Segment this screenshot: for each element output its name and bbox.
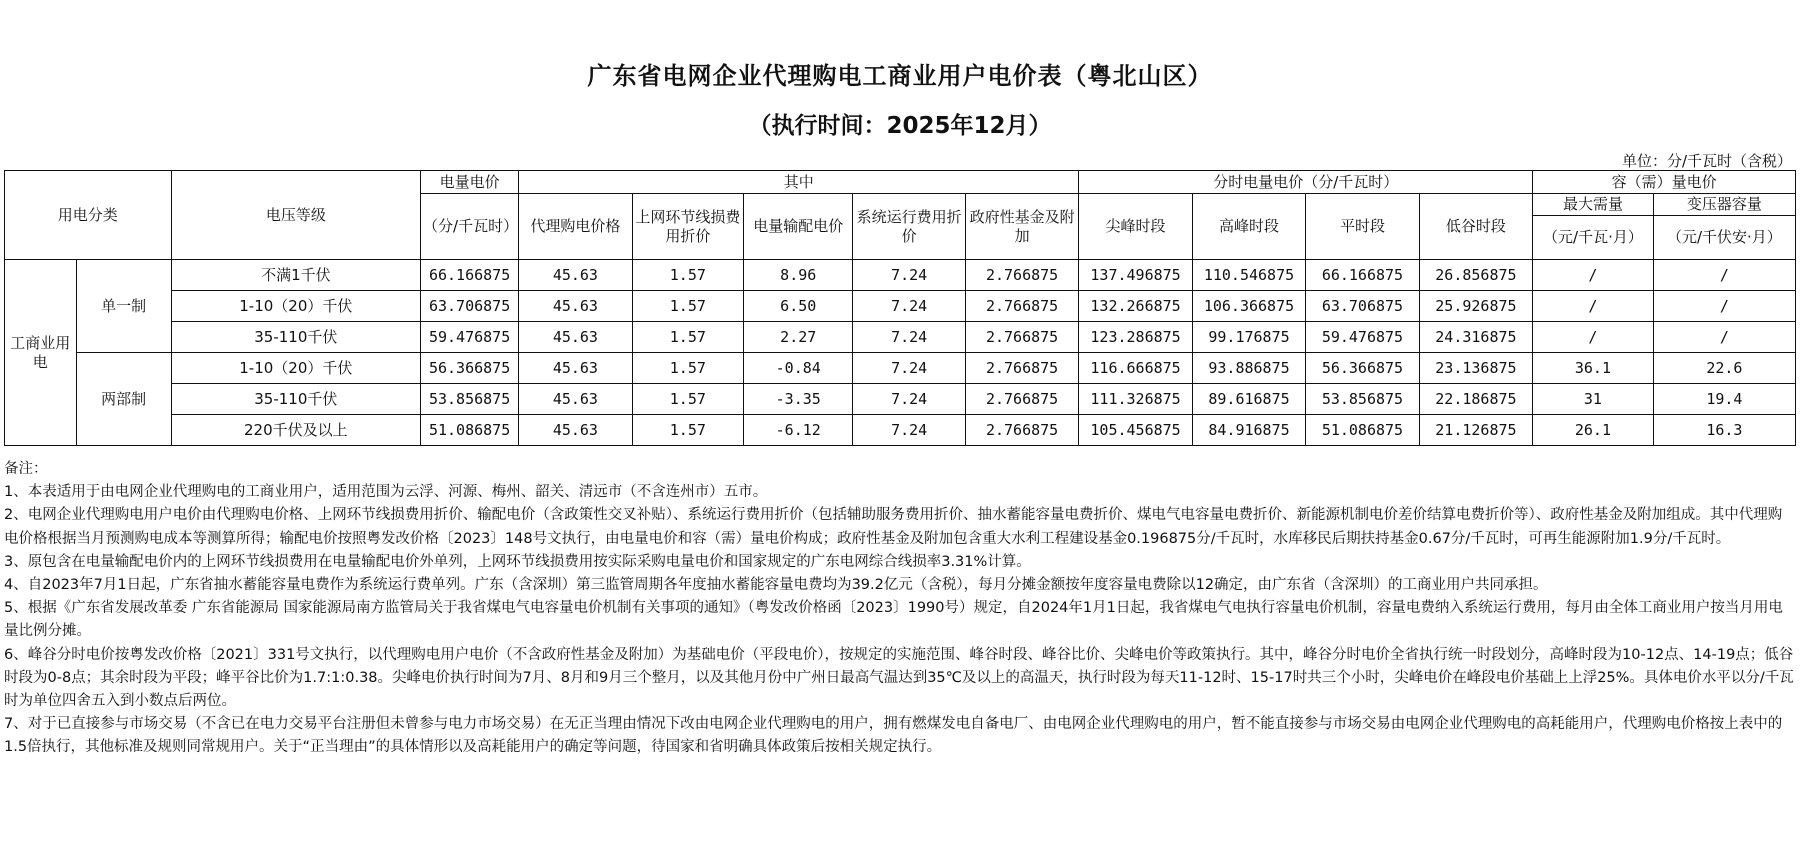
cell-proxy: 45.63 [519, 415, 632, 446]
group-two-part: 两部制 [76, 353, 171, 446]
header-valley: 低谷时段 [1419, 194, 1532, 260]
table-row [5, 415, 1796, 446]
cell-transformer: 19.4 [1653, 384, 1795, 415]
cell-loss: 1.57 [632, 260, 743, 291]
cell-fund: 2.766875 [965, 260, 1078, 291]
cell-transformer: / [1653, 260, 1795, 291]
cell-energy: 59.476875 [421, 322, 519, 353]
cell-peak: 93.886875 [1192, 353, 1305, 384]
header-voltage: 电压等级 [171, 171, 420, 260]
cell-trans: -0.84 [744, 353, 853, 384]
cell-peak: 106.366875 [1192, 291, 1305, 322]
cell-valley: 25.926875 [1419, 291, 1532, 322]
cell-loss: 1.57 [632, 384, 743, 415]
header-transformer-unit: （元/千伏安·月） [1653, 216, 1795, 260]
cell-loss: 1.57 [632, 322, 743, 353]
cell-transformer: 22.6 [1653, 353, 1795, 384]
note-2: 2、电网企业代理购电用户电价由代理购电价格、上网环节线损费用折价、输配电价（含政策性交叉补贴）、系统运行费用折价（包括辅助服务费用折价、抽水蓄能容量电费折价、煤电气电容量电费折价、新能源机制电价差价结算电费折价等）、政府性基金及附加组成。其中代理购电价格根据当月预测购电成本等测算所得；输配电价按照粤发改价格〔2023〕148号文执行，由电量电价和容（需）量电价构成；政府性基金及附加包含重大水利工程建设基金0.196875分/千瓦时，水库移民后期扶持基金0.67分/千瓦时，可再生能源附加1.9分/千瓦时。 [4, 507, 1783, 547]
cell-sharp: 123.286875 [1079, 322, 1192, 353]
cell-flat: 59.476875 [1306, 322, 1419, 353]
group-single: 单一制 [76, 260, 171, 353]
cell-flat: 63.706875 [1306, 291, 1419, 322]
note-1: 1、本表适用于由电网企业代理购电的工商业用户，适用范围为云浮、河源、梅州、韶关、清远市（不含连州市）五市。 [4, 484, 768, 501]
cell-trans: 8.96 [744, 260, 853, 291]
cell-proxy: 45.63 [519, 353, 632, 384]
cell-voltage: 35-110千伏 [171, 322, 420, 353]
cell-fund: 2.766875 [965, 384, 1078, 415]
cell-voltage: 35-110千伏 [171, 384, 420, 415]
header-category: 用电分类 [5, 171, 172, 260]
note-5: 5、根据《广东省发展改革委 广东省能源局 国家能源局南方监管局关于我省煤电气电容量电价机制有关事项的通知》（粤发改价格函〔2023〕1990号）规定，自2024年1月1日起，我省煤电气电执行容量电价机制，容量电费纳入系统运行费用，每月由全体工商业用户按当月用电量比例分摊。 [4, 600, 1783, 640]
cell-energy: 63.706875 [421, 291, 519, 322]
cell-loss: 1.57 [632, 353, 743, 384]
cell-peak: 89.616875 [1192, 384, 1305, 415]
cell-proxy: 45.63 [519, 322, 632, 353]
notes-heading: 备注： [4, 461, 48, 477]
cell-proxy: 45.63 [519, 260, 632, 291]
cell-demand: / [1533, 322, 1654, 353]
header-energy-price-unit: （分/千瓦时） [421, 194, 519, 260]
cell-valley: 21.126875 [1419, 415, 1532, 446]
header-energy-price: 电量电价 [421, 171, 519, 194]
cell-sys: 7.24 [853, 353, 965, 384]
cell-demand: / [1533, 260, 1654, 291]
cell-flat: 66.166875 [1306, 260, 1419, 291]
cell-sys: 7.24 [853, 415, 965, 446]
cell-trans: -6.12 [744, 415, 853, 446]
table-row [5, 260, 1796, 291]
cell-trans: 6.50 [744, 291, 853, 322]
table-row [5, 322, 1796, 353]
cell-voltage: 1-10（20）千伏 [171, 353, 420, 384]
header-max-demand: 最大需量 [1533, 194, 1654, 216]
page-subtitle: （执行时间：2025年12月） [748, 113, 1052, 139]
cell-energy: 66.166875 [421, 260, 519, 291]
cell-fund: 2.766875 [965, 415, 1078, 446]
cell-loss: 1.57 [632, 291, 743, 322]
header-proxy-price: 代理购电价格 [519, 194, 632, 260]
cell-demand: / [1533, 291, 1654, 322]
cell-flat: 53.856875 [1306, 384, 1419, 415]
cell-energy: 53.856875 [421, 384, 519, 415]
cell-sys: 7.24 [853, 384, 965, 415]
cell-energy: 56.366875 [421, 353, 519, 384]
group-category: 工商业用电 [5, 260, 77, 446]
tariff-table [4, 170, 1796, 446]
cell-sharp: 105.456875 [1079, 415, 1192, 446]
unit-label: 单位：分/千瓦时（含税） [1621, 152, 1792, 170]
table-row [5, 291, 1796, 322]
header-among: 其中 [519, 171, 1079, 194]
cell-sharp: 132.266875 [1079, 291, 1192, 322]
cell-sys: 7.24 [853, 260, 965, 291]
cell-loss: 1.57 [632, 415, 743, 446]
cell-transformer: / [1653, 322, 1795, 353]
cell-demand: 31 [1533, 384, 1654, 415]
header-max-demand-unit: （元/千瓦·月） [1533, 216, 1654, 260]
cell-sharp: 116.666875 [1079, 353, 1192, 384]
cell-demand: 36.1 [1533, 353, 1654, 384]
header-peak-sharp: 尖峰时段 [1079, 194, 1192, 260]
cell-proxy: 45.63 [519, 384, 632, 415]
header-peak: 高峰时段 [1192, 194, 1305, 260]
header-row-1 [5, 171, 1796, 194]
cell-fund: 2.766875 [965, 322, 1078, 353]
cell-valley: 22.186875 [1419, 384, 1532, 415]
header-transmission: 电量输配电价 [744, 194, 853, 260]
note-4: 4、自2023年7月1日起，广东省抽水蓄能容量电费作为系统运行费单列。广东（含深圳）第三监管周期各年度抽水蓄能容量电费均为39.2亿元（含税），每月分摊金额按年度容量电费除以12确定，由广东省（含深圳）的工商业用户共同承担。 [4, 577, 1548, 594]
cell-peak: 99.176875 [1192, 322, 1305, 353]
cell-voltage: 不满1千伏 [171, 260, 420, 291]
cell-trans: -3.35 [744, 384, 853, 415]
cell-valley: 26.856875 [1419, 260, 1532, 291]
cell-sharp: 111.326875 [1079, 384, 1192, 415]
table-row [5, 384, 1796, 415]
note-3: 3、原包含在电量输配电价内的上网环节线损费用在电量输配电价外单列，上网环节线损费用按实际采购电量电价和国家规定的广东电网综合线损率3.31%计算。 [4, 553, 1031, 570]
cell-valley: 24.316875 [1419, 322, 1532, 353]
cell-sys: 7.24 [853, 291, 965, 322]
cell-proxy: 45.63 [519, 291, 632, 322]
header-transformer: 变压器容量 [1653, 194, 1795, 216]
table-row [5, 353, 1796, 384]
page-title: 广东省电网企业代理购电工商业用户电价表（粤北山区） [587, 62, 1213, 90]
cell-peak: 84.916875 [1192, 415, 1305, 446]
header-gov-fund: 政府性基金及附加 [965, 194, 1078, 260]
cell-energy: 51.086875 [421, 415, 519, 446]
note-6: 6、峰谷分时电价按粤发改价格〔2021〕331号文执行，以代理购电用户电价（不含政府性基金及附加）为基础电价（平段电价），按规定的实施范围、峰谷时段、峰谷比价、尖峰电价等政策执行。其中，峰谷分时电价全省执行统一时段划分，高峰时段为10-12点、14-19点；低谷时段为0-8点；其余时段为平段；峰平谷比价为1.7:1:0.38。尖峰电价执行时间为7月、8月和9月三个整月，以及其他月份中广州日最高气温达到35℃及以上的高温天，执行时段为每天11-12时、15-17时共三个小时，尖峰电价在峰段电价基础上上浮25%。具体电价水平以分/千瓦时为单位四舍五入到小数点后两位。 [4, 646, 1794, 710]
header-flat: 平时段 [1306, 194, 1419, 260]
cell-sharp: 137.496875 [1079, 260, 1192, 291]
cell-peak: 110.546875 [1192, 260, 1305, 291]
notes-section [4, 458, 1794, 760]
cell-fund: 2.766875 [965, 291, 1078, 322]
cell-voltage: 220千伏及以上 [171, 415, 420, 446]
cell-trans: 2.27 [744, 322, 853, 353]
note-7: 7、对于已直接参与市场交易（不含已在电力交易平台注册但未曾参与电力市场交易）在无正当理由情况下改由电网企业代理购电的用户，拥有燃煤发电自备电厂、由电网企业代理购电的用户，暂不能直接参与市场交易由电网企业代理购电的高耗能用户，代理购电价格按上表中的1.5倍执行，其他标准及规则同常规用户。关于“正当理由”的具体情形以及高耗能用户的确定等问题，待国家和省明确具体政策后按相关规定执行。 [4, 716, 1783, 756]
cell-valley: 23.136875 [1419, 353, 1532, 384]
cell-demand: 26.1 [1533, 415, 1654, 446]
cell-flat: 56.366875 [1306, 353, 1419, 384]
cell-flat: 51.086875 [1306, 415, 1419, 446]
header-capacity: 容（需）量电价 [1533, 171, 1796, 194]
cell-voltage: 1-10（20）千伏 [171, 291, 420, 322]
cell-transformer: 16.3 [1653, 415, 1795, 446]
header-system-cost: 系统运行费用折价 [853, 194, 965, 260]
cell-transformer: / [1653, 291, 1795, 322]
cell-sys: 7.24 [853, 322, 965, 353]
cell-fund: 2.766875 [965, 353, 1078, 384]
header-line-loss: 上网环节线损费用折价 [632, 194, 743, 260]
header-tou: 分时电量电价（分/千瓦时） [1079, 171, 1533, 194]
